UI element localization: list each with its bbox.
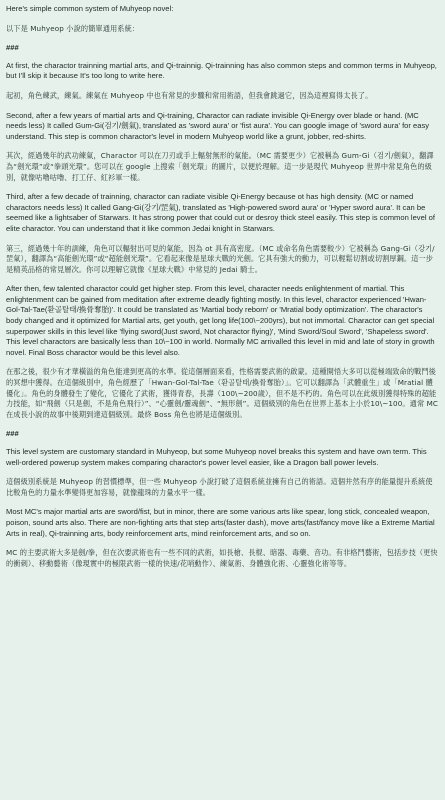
paragraph-third-step: Third, after a few decade of trainning, charactor can radiate visible Qi-Energy because ot has high density. (MC or named charactors needs less) It called Gang-Gi(강기/罡氣), translated as 'High-powered sword aura' or 'Hyper sword aura'. It can be seemed like a lightsaber of Starwars. It has strong power that could cut or desroy thick steel easily. This step is common level of elite charactor. You can understand that it like common Jedai knight in Starwars. (6, 192, 435, 233)
paragraph-level-system-zh: 這個級別系統是 Muhyeop 的習慣標準，但一些 Muhyeop 小說打破了這個系統並擁有自己的術語。這個井然有序的能量提升系統使比較角色的力量水準變得更加容易，就像龍珠的力量水平一樣。 (6, 477, 433, 497)
paragraph-third-step-zh: 第三，經過幾十年的訓練，角色可以輻射出可見的氣能，因為 ot 具有高密度。（MC 或命名角色需要較少）它被稱為 Gang-Gi（강기/罡氣），翻譯為“高能劍光環”或“超能劍光環”。它看起來像是星球大戰的光劍。它具有強大的動力，可以輕鬆切割或切割厚鋼。這一步是精英品格的常見層次。你可以理解它就像《星球大戰》中常見的 Jedai 騎士。 (6, 243, 435, 274)
paragraph-martial-arts-types: Most MC's major martial arts are sword/fist, but in minor, there are some various arts like spear, long stick, concealed weapon, poison, sound arts also. There are non-fighting arts that step arts(faster dash), move arts(fast/fancy move like a Extreme Martial Arts in real), Qi-trainning arts, body reinforcement arts, mind reinforcement arts, and so on. (6, 507, 435, 538)
paragraph-enlightenment-zh: 在那之後，很少有才華橫溢的角色能達到更高的水準。從這個層面來看，性格需要武術的啟蒙。這種開悟大多可以從極端致命的戰鬥後的冥想中獲得。在這個級別中，角色經歷了「Hwan-Gol-Tal-Tae（환골탈태/換骨奪胎）」。它可以翻譯為「武體重生」或「Mratial 體優化」。角色的身體發生了變化，它優化了武術，獲得青春，長壽（100\~200歲），但不是不朽的。角色可以在此級別獲得特殊的超能力技能，如“飛劍（只是劍，不是角色飛行）”、“心靈劍/靈魂劍”、“無形劍”。這個級別的角色在世界上基本上小於10\~100。通常 MC 在成長小說的故事中後期到達這個級別。最終 Boss 角色也將是這個級別。 (6, 367, 439, 419)
intro-text-zh: 以下是 Muhyeop 小說的簡單通用系統： (6, 23, 140, 33)
paragraph-second-step-zh: 其次，經過幾年的武功練氣，Charactor 可以在刀刃或手上輻射無形的氣能。（MC 需要更少）它被稱為 Gum-Gi（검기/劍氣），翻譯為“劍光環”或“拳頭光環”。您可以在 google 上搜索「劍光環」的圖片，以便於理解。這一步是現代 Muhyeop 世界中常見角色的級別，就像咕嚕咕嚕、打工仔、紅衫軍一樣。 (6, 151, 434, 182)
section-separator: ### (6, 43, 19, 53)
paragraph-first-step: At first, the charactor trainning martial arts, and Qi-trainnig. Qi-trainning has also common steps and common terms in Muhyeop, but I'll skip it because It's too long to write here. (6, 60, 437, 81)
paragraph-second-step: Second, after a few years of martial arts and Qi-training, Charactor can radiate invisible Qi-Energy over blade or hand. (MC needs less) It called Gum-Gi(검기/劍氣), translated as 'sword aura' or 'fist aura'. You can google image of 'sword aura' for easy understand. This step is common charactor's level in modern Muhyeop world like a grunt, jobber, red-shirts. (6, 110, 430, 141)
paragraph-martial-arts-types-zh: MC 的主要武術大多是劍/拳，但在次要武術也有一些不同的武術，如長槍、長棍、暗器、毒藥、音功。有非格鬥藝術，包括步技（更快的衝刺）、移動藝術（像現實中的極限武術一樣的快速/花哨動作）、練氣術、身體強化術、心靈強化術等等。 (6, 548, 438, 568)
paragraph-level-system: This level system are customary standard in Muhyeop, but some Muhyeop novel breaks this system and have own term. This well-ordered powerup system makes comparing charactor's power level easier, like a Dragon ball power levels. (6, 447, 427, 467)
section-separator: ### (6, 429, 19, 439)
paragraph-first-step-zh: 起初，角色練武，練氣。練氣在 Muhyeop 中也有常見的步驟和常用術語，但我會跳過它，因為這裡寫得太長了。 (6, 90, 373, 100)
paragraph-enlightenment: After then, few talented charactor could get higher step. From this level, character needs enlightenment of martial. This enlightenment can be gained from meditation after extreme deadly fighting mostly. In this level, charactor experienced 'Hwan-Gol-Tal-Tae(환골탈태/換骨奪胎)'. It could be translated as 'Martial body reborn' or 'Mratial body optimization'. The charactor's body changed and it optimized for Martial arts, get youth, get long life(100\~200yrs), but not immortal. Charactor can get special superpower skills in this level like 'flying sword(Just sword, Not charactor flying)', 'Mind Sword/Soul Sword', 'Shapeless sword'. This level charactors are basically less than 10\~100 in world. Normally MC arrivalled this level in mid and late of story in growth novel. Final Boss charactor would be this level also. (6, 284, 435, 357)
intro-text: Here's simple common system of Muhyeop novel: (6, 4, 174, 13)
